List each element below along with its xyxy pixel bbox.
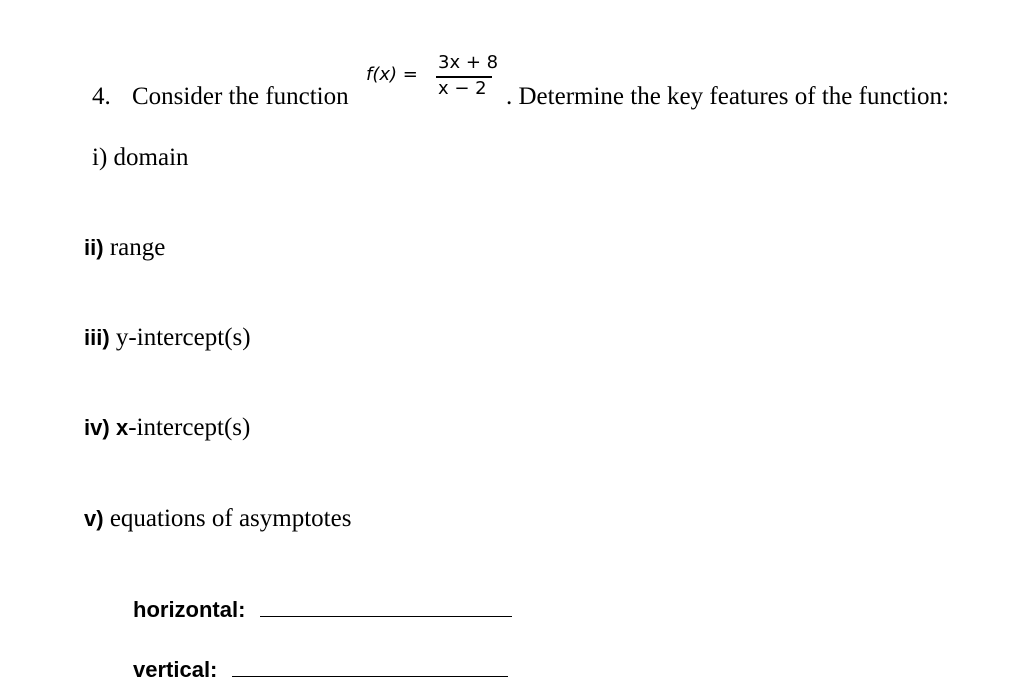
question-number: 4.: [92, 83, 111, 110]
item-label: ii): [84, 235, 104, 260]
formula-numerator: 3x + 8: [438, 52, 499, 73]
item-label: iv): [84, 415, 110, 440]
item-range: [84, 233, 165, 263]
question-tail: . Determine the key features of the function:: [506, 83, 949, 110]
item-text: domain: [113, 144, 189, 171]
item-text: equations of asymptotes: [109, 505, 352, 532]
formula-denominator: x − 2: [438, 78, 487, 99]
item-label-variable: x: [115, 415, 129, 440]
item-label: i): [92, 144, 108, 171]
item-label: v): [84, 506, 104, 531]
item-text: range: [109, 234, 166, 261]
horizontal-answer-line[interactable]: [260, 616, 512, 617]
horizontal-asymptote-row: [133, 596, 512, 624]
item-label: iii): [84, 325, 110, 350]
horizontal-label: horizontal:: [133, 597, 246, 622]
item-domain: [92, 143, 189, 173]
item-x-intercepts: [84, 413, 250, 443]
question-intro-text: Consider the function: [132, 83, 349, 110]
item-text: -intercept(s): [128, 414, 251, 441]
item-y-intercepts: [84, 323, 251, 353]
vertical-answer-line[interactable]: [232, 676, 508, 677]
item-asymptotes: [84, 504, 351, 534]
function-formula: [366, 52, 498, 100]
item-text: y-intercept(s): [115, 324, 251, 351]
question-intro: [92, 82, 349, 112]
vertical-asymptote-row: [133, 656, 508, 684]
formula-lhs: f(x) =: [366, 64, 418, 85]
vertical-label: vertical:: [133, 657, 218, 682]
